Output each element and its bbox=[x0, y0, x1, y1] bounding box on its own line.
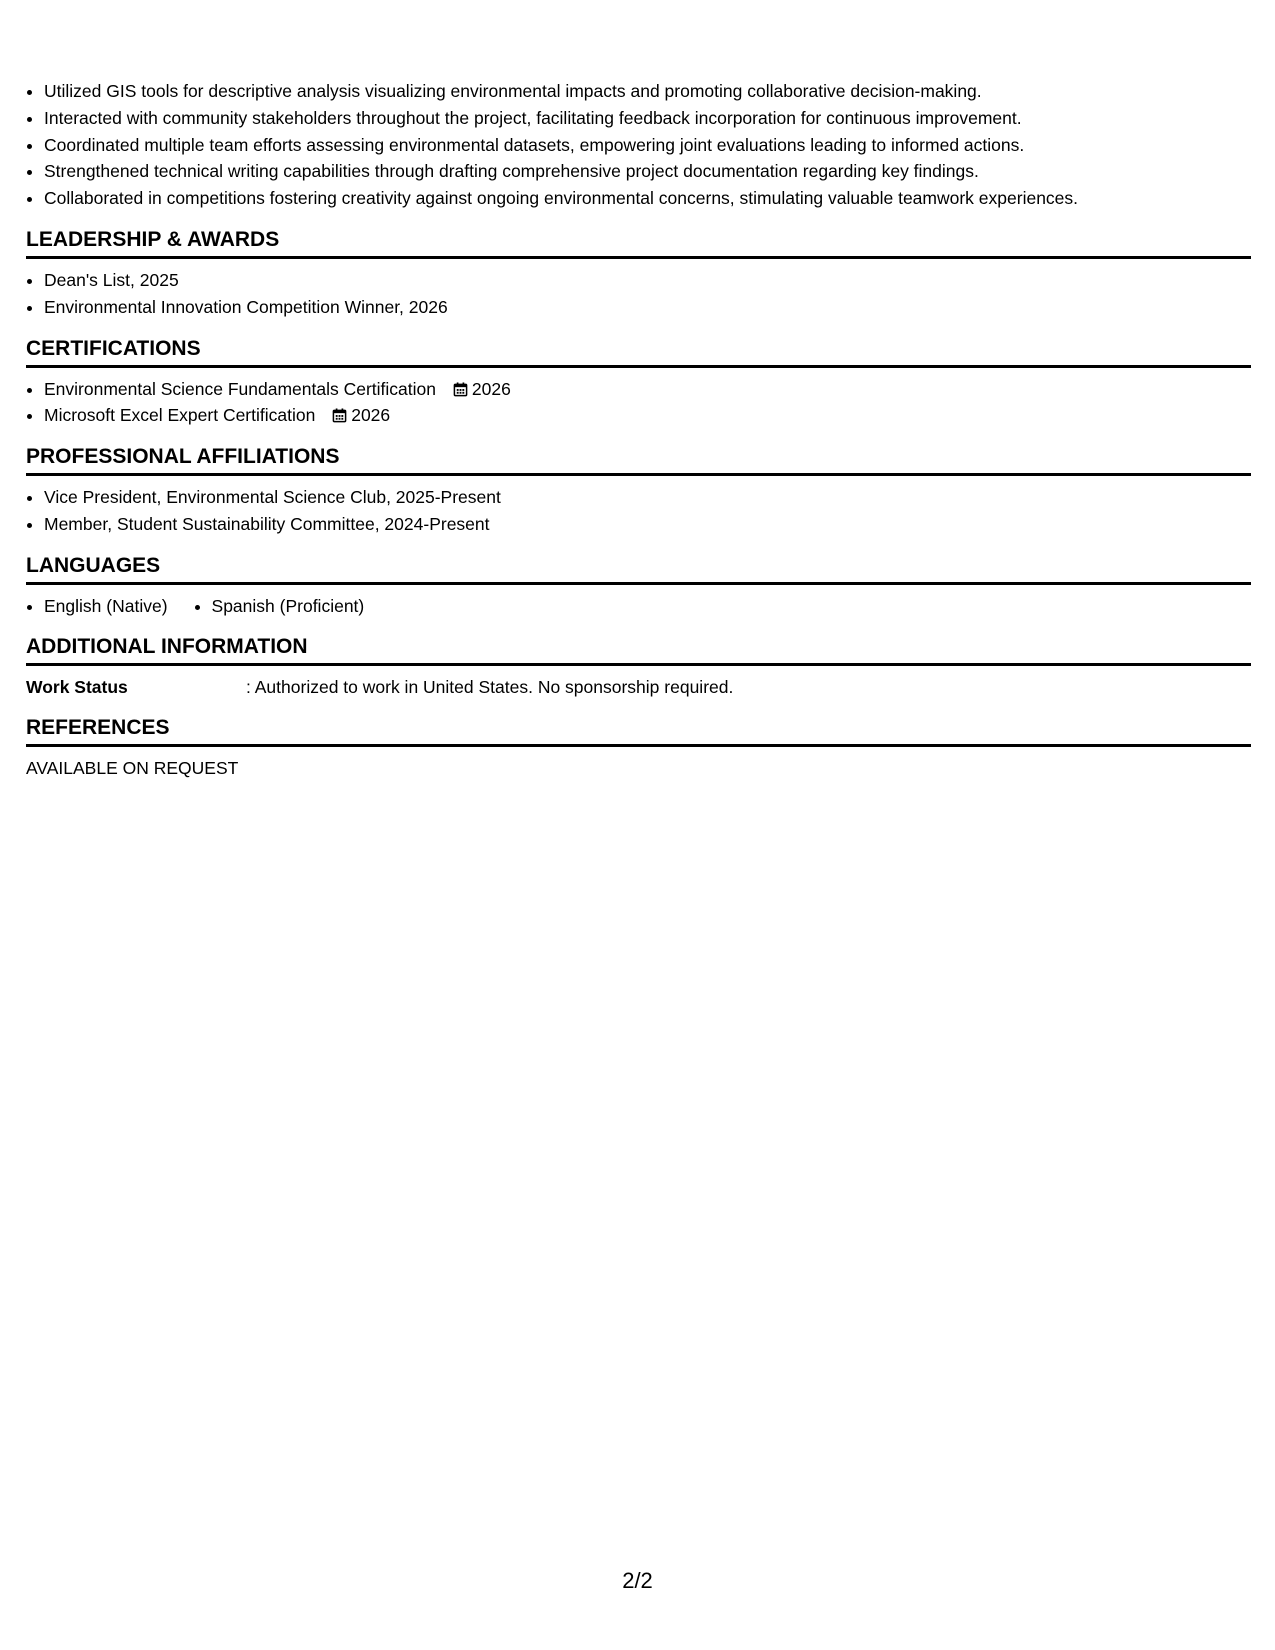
leadership-item: • Environmental Innovation Competition Winner, 2026 bbox=[44, 294, 1251, 321]
references-text: AVAILABLE ON REQUEST bbox=[26, 757, 239, 778]
certification-name: Microsoft Excel Expert Certification bbox=[44, 405, 316, 426]
affiliations-section bbox=[26, 443, 1251, 538]
experience-bullet: • Coordinated multiple team efforts assessing environmental datasets, empowering joint evaluations leading to informed actions. bbox=[44, 132, 1251, 159]
affiliation-item: • Vice President, Environmental Science Club, 2025-Present bbox=[44, 484, 1251, 511]
affiliations-list bbox=[26, 484, 1251, 538]
languages-section bbox=[26, 552, 1251, 619]
section-heading: REFERENCES bbox=[26, 714, 1251, 747]
calendar-icon bbox=[332, 408, 347, 423]
section-heading: PROFESSIONAL AFFILIATIONS bbox=[26, 443, 1251, 476]
section-heading: CERTIFICATIONS bbox=[26, 335, 1251, 368]
affiliation-item: • Member, Student Sustainability Committee, 2024-Present bbox=[44, 511, 1251, 538]
section-heading: LEADERSHIP & AWARDS bbox=[26, 226, 1251, 259]
certification-year: 2026 bbox=[471, 378, 511, 399]
resume-page bbox=[26, 78, 1251, 781]
references-section bbox=[26, 714, 1251, 781]
certification-item bbox=[44, 402, 1251, 429]
additional-info-section bbox=[26, 633, 1251, 700]
certification-item bbox=[44, 376, 1251, 403]
certification-year: 2026 bbox=[351, 405, 391, 426]
work-status-label: Work Status bbox=[26, 676, 128, 697]
section-heading: ADDITIONAL INFORMATION bbox=[26, 633, 1251, 666]
language-item: • English (Native) bbox=[44, 593, 168, 619]
experience-bullet-list bbox=[26, 78, 1251, 212]
certifications-list bbox=[26, 376, 1251, 430]
work-status-row bbox=[26, 674, 1251, 700]
section-heading: LANGUAGES bbox=[26, 552, 1251, 585]
leadership-list bbox=[26, 267, 1251, 321]
work-status-value: : Authorized to work in United States. No sponsorship required. bbox=[246, 676, 734, 697]
language-item: • Spanish (Proficient) bbox=[212, 593, 365, 619]
experience-bullet: • Interacted with community stakeholders throughout the project, facilitating feedback incorporation for continuous improvement. bbox=[44, 105, 1251, 132]
page-number: 2/2 bbox=[622, 1568, 653, 1593]
certifications-section bbox=[26, 335, 1251, 430]
experience-bullet: • Utilized GIS tools for descriptive analysis visualizing environmental impacts and promoting collaborative decision-making. bbox=[44, 78, 1251, 105]
calendar-icon bbox=[453, 382, 468, 397]
certification-name: Environmental Science Fundamentals Certification bbox=[44, 378, 436, 399]
experience-bullet: • Collaborated in competitions fostering creativity against ongoing environmental concerns, stimulating valuable teamwork experiences. bbox=[44, 185, 1251, 212]
experience-bullet: • Strengthened technical writing capabilities through drafting comprehensive project documentation regarding key findings. bbox=[44, 158, 1251, 185]
leadership-section bbox=[26, 226, 1251, 321]
leadership-item: • Dean's List, 2025 bbox=[44, 267, 1251, 294]
